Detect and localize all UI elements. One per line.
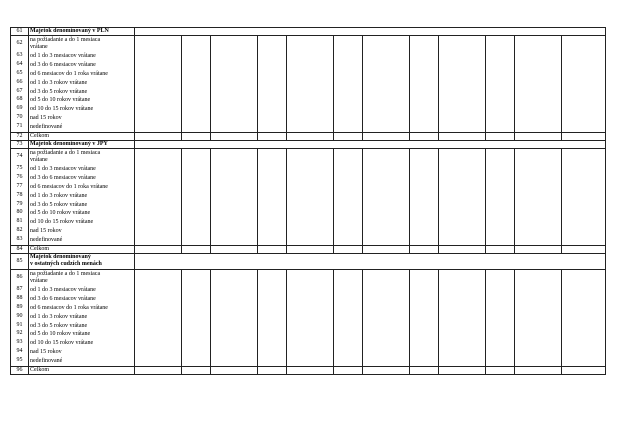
value-cell [258,36,287,133]
value-cell [182,36,211,133]
value-cell [515,36,562,133]
value-cell [515,367,562,375]
value-cell [515,133,562,141]
row-number: 61 [11,28,29,36]
total-row [11,367,606,375]
value-cell [439,36,486,133]
section-header-row [11,141,606,149]
row-number: 93 [16,339,23,346]
row-label: nad 15 rokov [30,228,62,235]
maturity-group-row [11,270,606,367]
value-cell [363,270,410,367]
value-cell [135,36,182,133]
value-cell [363,149,410,246]
row-label: nedefinované [30,237,63,244]
value-cell [363,367,410,375]
value-cell [410,246,439,254]
row-label: nedefinované [30,358,63,365]
row-label: od 3 do 5 rokov vrátane [30,201,88,208]
value-cell [258,367,287,375]
row-number: 66 [16,78,23,85]
row-label: od 1 do 3 mesiacov vrátane [30,53,96,59]
row-label: nad 15 rokov [30,115,62,122]
row-number: 75 [16,165,23,172]
row-label-line: na požiadanie a do 1 mesiaca [30,37,101,43]
value-cell [562,133,606,141]
row-number: 71 [16,123,23,130]
row-label-column [29,36,135,133]
row-label: od 6 mesiacov do 1 roka vrátane [30,70,108,77]
row-label: od 5 do 10 rokov vrátane [30,97,91,104]
section-title: Majetok denominovaný v PLN [29,28,135,36]
value-cell [439,270,486,367]
value-cell [182,133,211,141]
value-cell [363,36,410,133]
maturity-group-row [11,149,606,246]
value-cell [258,270,287,367]
value-cell [410,36,439,133]
value-cell [287,270,334,367]
row-label: od 1 do 3 rokov vrátane [30,313,88,320]
row-number: 94 [16,348,23,355]
row-number: 92 [16,330,23,337]
row-label: od 10 do 15 rokov vrátane [30,106,94,113]
value-cell [211,36,258,133]
row-number: 70 [16,114,23,121]
value-cell [410,270,439,367]
value-cell [486,246,515,254]
row-number: 82 [16,227,23,234]
value-cell [486,133,515,141]
row-label: od 3 do 6 mesiacov vrátane [30,61,96,68]
row-number-column [11,36,29,133]
row-number: 89 [16,303,23,310]
row-number: 74 [16,153,23,160]
value-cell [135,270,182,367]
total-label: Celkom [29,133,135,141]
row-number: 69 [16,105,23,112]
value-cell [334,36,363,133]
row-label: od 5 do 10 rokov vrátane [30,331,91,338]
value-cell [439,149,486,246]
maturity-table [10,27,606,375]
total-label: Celkom [29,246,135,254]
value-cell [211,149,258,246]
row-number: 65 [16,69,23,76]
value-cell [182,149,211,246]
row-number: 81 [16,218,23,225]
row-number: 95 [16,357,23,364]
value-cell [334,133,363,141]
value-cell [515,270,562,367]
value-cell [287,133,334,141]
row-number: 77 [16,182,23,189]
value-cell [562,367,606,375]
row-number: 84 [11,246,29,254]
row-number-column [11,149,29,246]
value-cell [410,133,439,141]
section-title: Majetok denominovaný v JPY [29,141,135,149]
value-cell [258,246,287,254]
value-cell [287,367,334,375]
section-header-row [11,254,606,270]
row-label [30,36,133,52]
row-number: 68 [16,96,23,103]
value-cell [410,367,439,375]
row-number: 80 [16,209,23,216]
value-cell [135,367,182,375]
value-cell [410,149,439,246]
row-label: nedefinované [30,124,63,131]
section-title-line: v ostatných cudzích menách [30,260,102,267]
value-cell [515,149,562,246]
section-title-line: Majetok denominovaný [30,254,91,261]
value-cell [439,367,486,375]
header-fill-cell [135,254,606,270]
value-cell [258,133,287,141]
maturity-group-row [11,36,606,133]
value-cell [486,270,515,367]
row-number: 78 [16,191,23,198]
row-number: 79 [16,200,23,207]
row-number: 62 [16,40,23,46]
value-cell [562,36,606,133]
row-label: od 10 do 15 rokov vrátane [30,219,94,226]
row-label-line: vrátane [30,156,48,163]
value-cell [486,36,515,133]
row-number: 64 [16,60,23,67]
total-row [11,246,606,254]
value-cell [334,270,363,367]
value-cell [515,246,562,254]
header-fill-cell [135,28,606,36]
row-label: nad 15 rokov [30,349,62,356]
row-label: od 6 mesiacov do 1 roka vrátane [30,183,108,190]
row-label-line: vrátane [30,43,48,50]
row-number-column [11,270,29,367]
row-label [30,149,133,165]
row-label-column [29,149,135,246]
row-number: 72 [11,133,29,141]
value-cell [334,246,363,254]
value-cell [439,133,486,141]
row-number: 87 [16,286,23,293]
row-label-line: na požiadanie a do 1 mesiaca [30,271,101,278]
row-number: 76 [16,173,23,180]
row-label [30,270,133,286]
value-cell [363,246,410,254]
row-label: od 3 do 6 mesiacov vrátane [30,295,96,302]
value-cell [287,149,334,246]
row-label: od 10 do 15 rokov vrátane [30,340,94,347]
value-cell [287,36,334,133]
value-cell [211,367,258,375]
value-cell [211,133,258,141]
row-number: 85 [11,254,29,270]
row-number: 67 [16,87,23,94]
row-label-line: vrátane [30,277,48,284]
value-cell [258,149,287,246]
row-label-line: na požiadanie a do 1 mesiaca [30,150,101,157]
value-cell [363,133,410,141]
row-number: 86 [16,274,23,281]
value-cell [287,246,334,254]
row-label: od 3 do 5 rokov vrátane [30,88,88,95]
section-header-row [11,28,606,36]
section-title [29,254,135,270]
row-number: 96 [11,367,29,375]
row-number: 88 [16,294,23,301]
total-row [11,133,606,141]
value-cell [182,270,211,367]
row-label: od 1 do 3 mesiacov vrátane [30,166,96,173]
value-cell [135,149,182,246]
table-body [11,28,606,375]
value-cell [182,246,211,254]
row-number: 90 [16,312,23,319]
row-label: od 1 do 3 rokov vrátane [30,79,88,86]
value-cell [486,367,515,375]
value-cell [135,246,182,254]
value-cell [562,246,606,254]
row-label-column [29,270,135,367]
value-cell [486,149,515,246]
row-label: od 3 do 6 mesiacov vrátane [30,174,96,181]
value-cell [439,246,486,254]
value-cell [334,149,363,246]
total-label: Celkom [29,367,135,375]
row-label: od 6 mesiacov do 1 roka vrátane [30,304,108,311]
row-number: 83 [16,236,23,243]
value-cell [562,270,606,367]
value-cell [135,133,182,141]
row-label: od 1 do 3 rokov vrátane [30,192,88,199]
row-number: 63 [16,52,23,58]
value-cell [562,149,606,246]
row-number: 73 [11,141,29,149]
row-label: od 3 do 5 rokov vrátane [30,322,88,329]
value-cell [211,270,258,367]
row-number: 91 [16,321,23,328]
value-cell [182,367,211,375]
value-cell [211,246,258,254]
row-label: od 1 do 3 mesiacov vrátane [30,287,96,294]
value-cell [334,367,363,375]
header-fill-cell [135,141,606,149]
row-label: od 5 do 10 rokov vrátane [30,210,91,217]
